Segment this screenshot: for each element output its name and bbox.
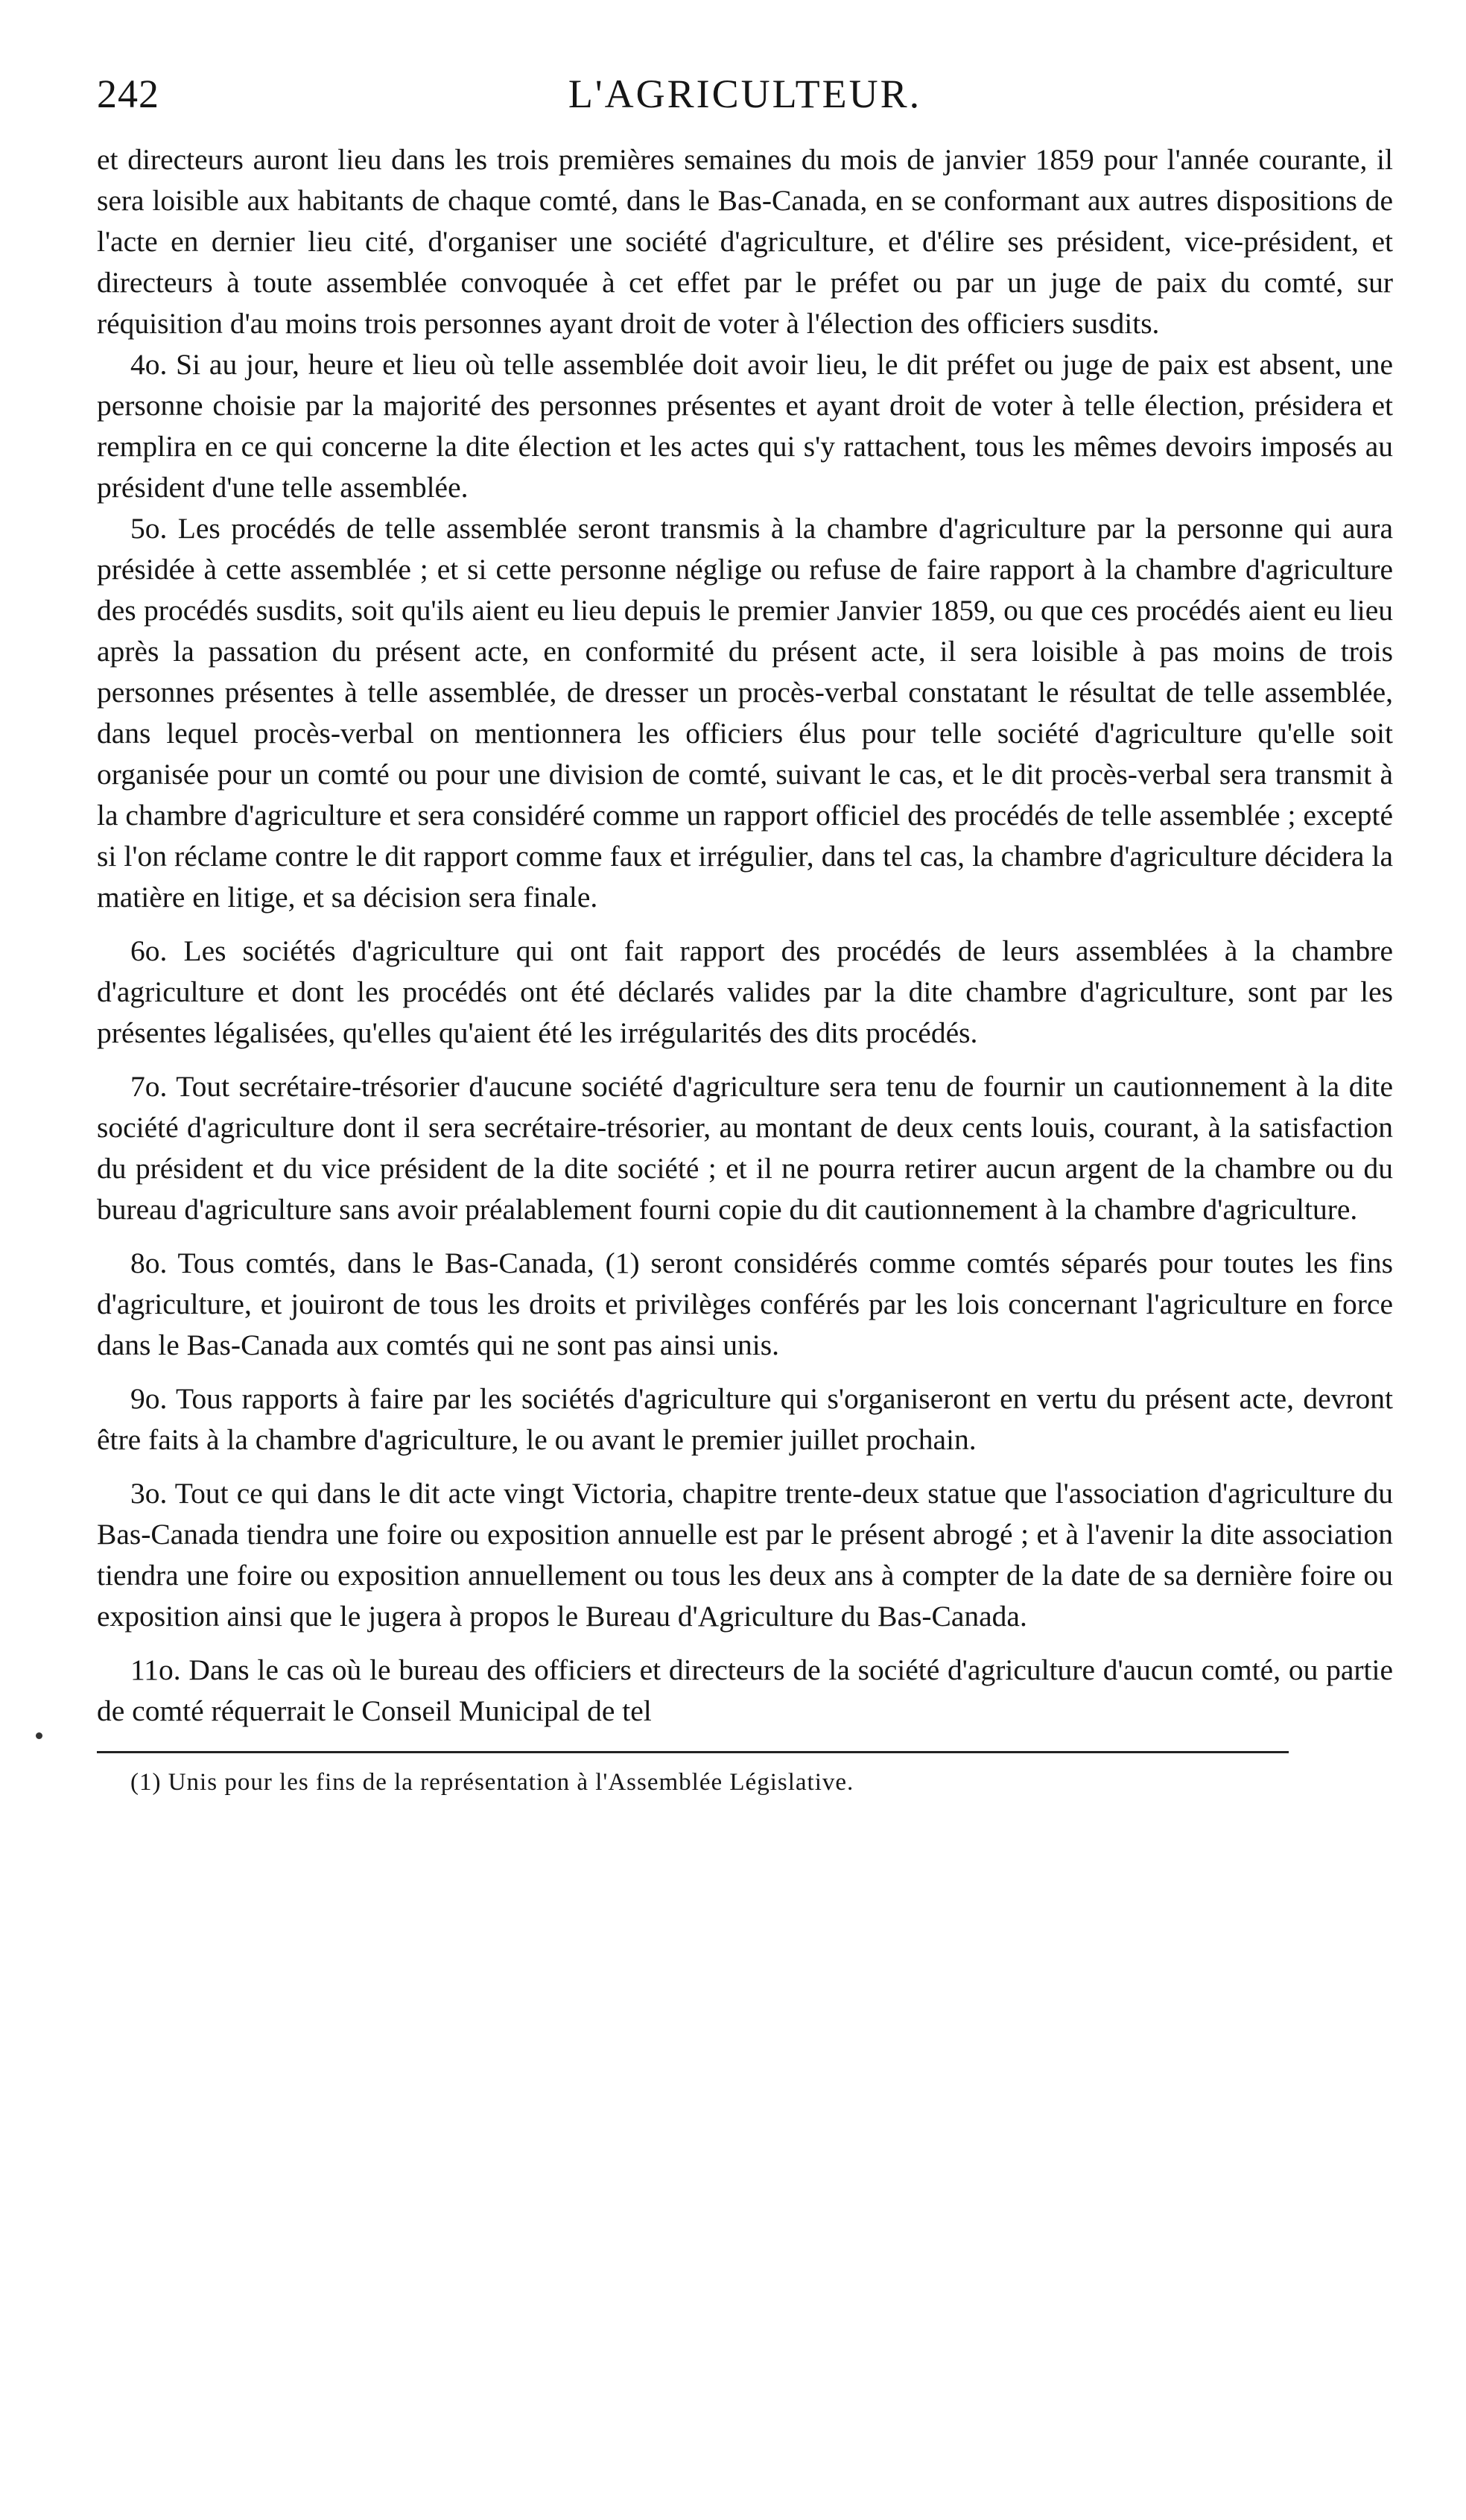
running-title: L'AGRICULTEUR. [568,72,922,116]
document-page [97,71,1393,1799]
paragraph-7o: 7o. Tout secrétaire-trésorier d'aucune société d'agriculture sera tenu de fournir un cautionnement à la dite société d'agriculture dont il sera secrétaire-trésorier, au montant de deux cents louis, courant, à la satisfaction du président et du vice président de la dite société ; et il ne pourra retirer aucun argent de la chambre ou du bureau d'agriculture sans avoir préalablement fourni copie du dit cautionnement à la chambre d'agriculture. [97,1070,1393,1226]
paragraph-11o: 11o. Dans le cas où le bureau des officiers et directeurs de la société d'agriculture d'aucun comté, ou partie de comté réquerrait le Conseil Municipal de tel [97,1653,1393,1727]
paragraph-5o: 5o. Les procédés de telle assemblée seront transmis à la chambre d'agriculture par la personne qui aura présidée à cette assemblée ; et si cette personne néglige ou refuse de faire rapport à la chambre d'agriculture des procédés susdits, soit qu'ils aient eu lieu depuis le premier Janvier 1859, ou que ces procédés aient eu lieu après la passation du présent acte, en conformité du présent acte, il sera loisible à pas moins de trois personnes présentes à telle assemblée, de dresser un procès-verbal constatant le résultat de telle assemblée, dans lequel procès-verbal on mentionnera les officiers élus pour telle société d'agriculture qu'elle soit organisée pour un comté ou pour une division de comté, suivant le cas, et le dit procès-verbal sera transmit à la chambre d'agriculture et sera considéré comme un rapport officiel des procédés de telle assemblée ; excepté si l'on réclame contre le dit rapport comme faux et irrégulier, dans tel cas, la chambre d'agriculture décidera la matière en litige, et sa décision sera finale. [97,512,1393,914]
paragraph-10o: 3o. Tout ce qui dans le dit acte vingt Victoria, chapitre trente-deux statue que l'association d'agriculture du Bas-Canada tiendra une foire ou exposition annuelle est par le présent abrogé ; et à l'avenir la dite association tiendra une foire ou exposition annuellement ou tous les deux ans à compter de la date de sa dernière foire ou exposition ainsi que le jugera à propos le Bureau d'Agriculture du Bas-Canada. [97,1477,1393,1633]
page-number: 242 [97,72,159,116]
paragraph-8o: 8o. Tous comtés, dans le Bas-Canada, (1) seront considérés comme comtés séparés pour toutes les fins d'agriculture, et jouiront de tous les droits et privilèges conférés par les lois concernant l'agriculture en force dans le Bas-Canada aux comtés qui ne sont pas ainsi unis. [97,1247,1393,1361]
paragraph-4o: 4o. Si au jour, heure et lieu où telle assemblée doit avoir lieu, le dit préfet ou juge de paix est absent, une personne choisie par la majorité des personnes présentes et ayant droit de voter à telle élection, présidera et remplira en ce qui concerne la dite élection et les actes qui s'y rattachent, tous les mêmes devoirs imposés au président d'une telle assemblée. [97,348,1393,504]
footnote: (1) Unis pour les fins de la représentation à l'Assemblée Législative. [130,1769,854,1796]
page-header [97,71,1393,130]
paragraph-6o: 6o. Les sociétés d'agriculture qui ont fait rapport des procédés de leurs assemblées à la chambre d'agriculture et dont les procédés ont été déclarés valides par la dite chambre d'agriculture, sont par les présentes légalisées, qu'elles qu'aient été les irrégularités des dits procédés. [97,934,1393,1049]
paragraph-continuation: et directeurs auront lieu dans les trois premières semaines du mois de janvier 1859 pour l'année courante, il sera loisible aux habitants de chaque comté, dans le Bas-Canada, en se conformant aux autres dispositions de l'acte en dernier lieu cité, d'organiser une société d'agriculture, et d'élire ses président, vice-président, et directeurs à toute assemblée convoquée à cet effet par le préfet ou par un juge de paix du comté, sur réquisition d'au moins trois personnes ayant droit de voter à l'élection des officiers susdits. [97,143,1393,340]
footnote-divider [97,1751,1289,1753]
body-text [97,139,1393,1732]
paragraph-9o: 9o. Tous rapports à faire par les sociétés d'agriculture qui s'organiseront en vertu du présent acte, devront être faits à la chambre d'agriculture, le ou avant le premier juillet prochain. [97,1382,1393,1456]
margin-dot-mark [36,1732,42,1739]
